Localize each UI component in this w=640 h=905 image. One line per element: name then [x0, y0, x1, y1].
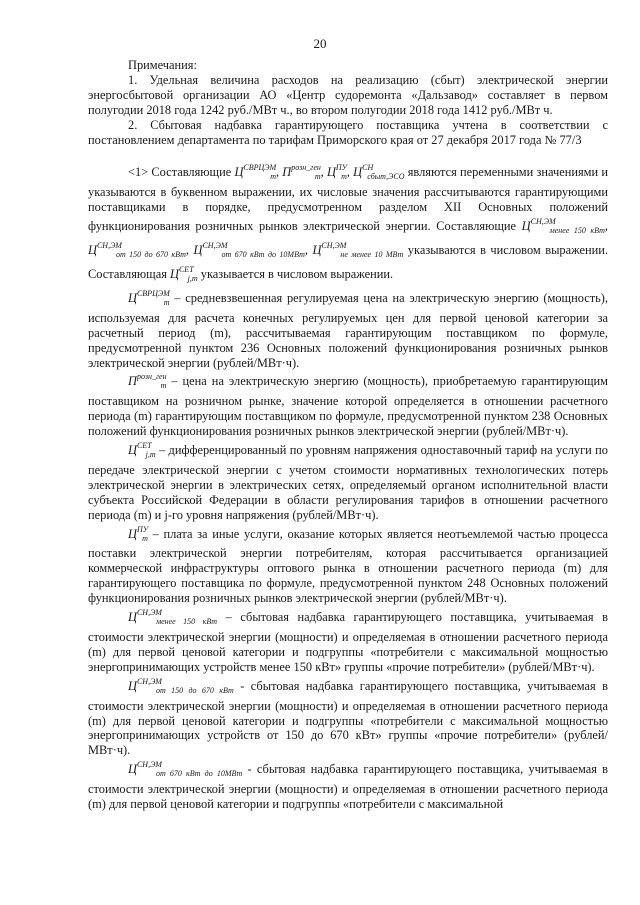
footnote-1: <1> Составляющие $Ц^{СВРЦЭМ}_m$, $П^{розн\_ген}_m$, $Ц^{ПУ}_m$, $Ц^{СН}_{сбыт,ЭСО}$ являются переменными значениями и указываются в буквенном выражении, их числовые значения рассчитываются гарантирующими поставщиками в порядке, предусмотренном разделом XII Основных положений функционирования розничных рынков электрической энергии. Составляющие $Ц^{СН,ЭМ}_{менее 150 кВт}$, $Ц^{СН,ЭМ}_{от 150 до 670 кВт}$, $Ц^{СН,ЭМ}_{от 670 кВт до 10МВт}$, $Ц^{СН,ЭМ}_{не менее 10 МВт}$ указываются в числовом выражении. Составляющая $Ц^{СЕТ}_{j,m}$ указывается в числовом выражении.: [88, 163, 608, 283]
footnote-1-end: указывается в числовом выражении.: [200, 266, 394, 281]
footnote-1-tail: указываются в числовом выражении. Составляющая: [88, 243, 608, 281]
symbol-ot-150: $Ц^{СН,ЭМ}_{от 150 до 670 кВт}$: [88, 241, 186, 260]
symbol-menee-150: $Ц^{СН,ЭМ}_{менее 150 кВт}$: [521, 217, 605, 236]
notes-title: Примечания:: [128, 58, 197, 72]
page-content: [88, 58, 608, 812]
footnote-1-body: являются переменными значениями и указываются в буквенном выражении, их числовые значения рассчитываются гарантирующими поставщиками в порядке, предусмотренном разделом XII Основных положений функционирования розничных рынков электрической энергии. Составляющие: [88, 165, 608, 234]
definition-svrcem: $Ц^{СВРЦЭМ}_m$ – средневзвешенная регулируемая цена на электрическую энергию (мощность), используемая для расчета конечных регулируемых цен для первой ценовой категории за расчетный период (m), рассчитываемая гарантирующим поставщиком по формуле, предусмотренной пунктом 236 Основных положений функционирования розничных рынков электрической энергии (рублей/МВт·ч).: [88, 288, 608, 370]
footnote-1-lead: <1> Составляющие: [128, 165, 232, 180]
symbol-set: $Ц^{СЕТ}_{j,m}$: [170, 264, 198, 283]
symbol-svrcem: $Ц^{СВРЦЭМ}_m$: [234, 163, 277, 182]
definition-rozn-gen: $П^{розн\_ген}_m$ – цена на электрическую энергию (мощность), приобретаемую гарантирующим поставщиком на розничном рынке, значение которой определяется в отношении расчетного периода (m) гарантирующим поставщиком по формуле, предусмотренной пунктом 238 Основных положений функционирования розничных рынков электрической энергии (рублей/МВт·ч).: [88, 372, 608, 439]
definition-ot-670: $Ц^{СН,ЭМ}_{от 670 кВт до 10МВт}$ - сбытовая надбавка гарантирующего поставщика, учитываемая в стоимости электрической энергии (мощности) и определяемая в отношении расчетного периода (m) для первой ценовой категории и подгруппы «потребители с максимальной: [88, 760, 608, 812]
definition-ot-150: $Ц^{СН,ЭМ}_{от 150 до 670 кВт}$ - сбытовая надбавка гарантирующего поставщика, учитываемая в стоимости электрической энергии (мощности) и определяемая в отношении расчетного периода (m) для первой ценовой категории и подгруппы «потребители с максимальной мощностью энергопринимающих устройств от 150 до 670 кВт» группы «прочие потребители» (рублей/МВт·ч).: [88, 676, 608, 758]
symbol-ne-menee-10: $Ц^{СН,ЭМ}_{не менее 10 МВт}$: [312, 241, 404, 260]
page-number: 20: [313, 36, 327, 51]
definition-menee-150: $Ц^{СН,ЭМ}_{менее 150 кВт}$ – сбытовая надбавка гарантирующего поставщика, учитываемая в стоимости электрической энергии (мощности) и определяемая в отношении расчетного периода (m) для первой ценовой категории и подгруппы «потребители с максимальной мощностью энергопринимающих устройств менее 150 кВт» группы «прочие потребители» (рублей/МВт·ч).: [88, 608, 608, 674]
definition-pu: $Ц^{ПУ}_m$ – плата за иные услуги, оказание которых является неотъемлемой частью процесса поставки электрической энергии потребителям, которая рассчитывается организацией коммерческой инфраструктуры оптового рынка в отношении расчетного периода (m) для гарантирующего поставщика по формуле, предусмотренной пунктом 248 Основных положений функционирования розничных рынков электрической энергии (рублей/МВт·ч).: [88, 524, 608, 606]
note-1: 1. Удельная величина расходов на реализацию (сбыт) электрической энергии энергосбытовой организации АО «Центр судоремонта «Дальзавод» составляет в первом полугодии 2018 года 1242 руб./МВт ч., во втором полугодии 2018 года 1412 руб./МВт ч.: [88, 72, 608, 117]
symbol-sbyt-eso: $Ц^{СН}_{сбыт,ЭСО}$: [353, 163, 405, 182]
symbol-pu: $Ц^{ПУ}_m$: [326, 163, 348, 182]
symbol-rozn-gen: $П^{розн\_ген}_m$: [282, 163, 321, 182]
definition-set: $Ц^{СЕТ}_{j,m}$ – дифференцированный по уровням напряжения одноставочный тариф на услуги по передаче электрической энергии с учетом стоимости нормативных технологических потерь электрической энергии в электрических сетях, определяемый органом исполнительной власти субъекта Российской Федерации в области регулирования тарифов в отношении расчетного периода (m) и j-го уровня напряжения (рублей/МВт·ч).: [88, 441, 609, 522]
note-2: 2. Сбытовая надбавка гарантирующего поставщика учтена в соответствии с постановлением департамента по тарифам Приморского края от 27 декабря 2017 года № 77/3: [88, 117, 608, 147]
symbol-ot-670: $Ц^{СН,ЭМ}_{от 670 кВт до 10МВт}$: [193, 241, 305, 260]
